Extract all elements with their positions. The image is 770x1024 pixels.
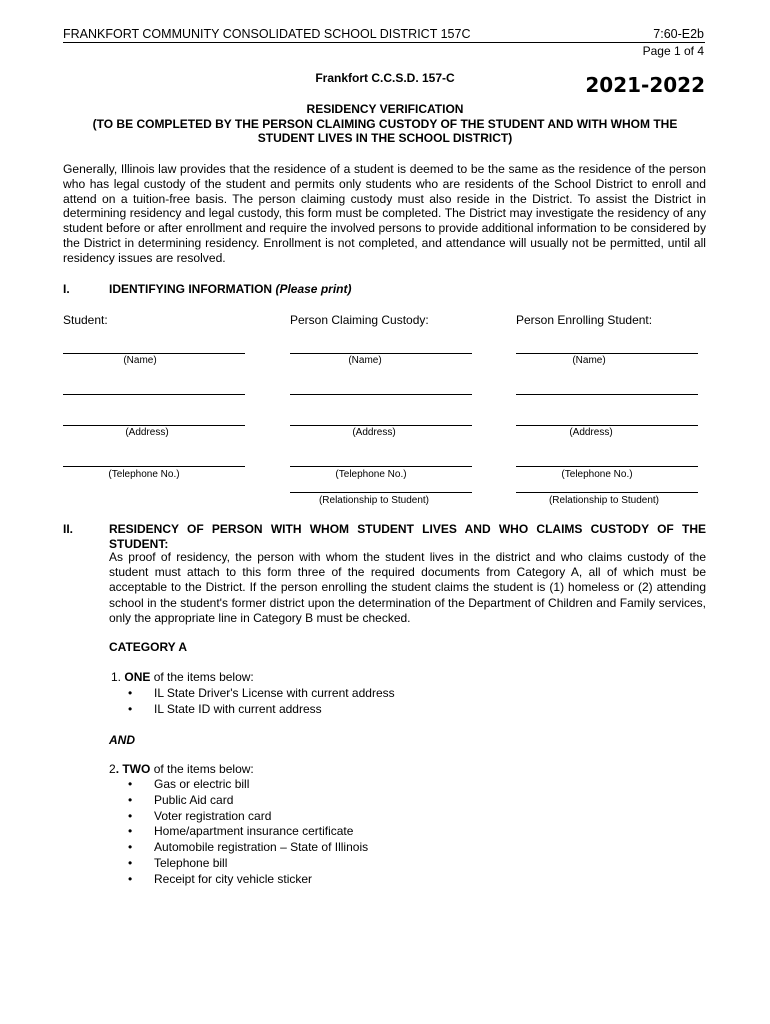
enrolling-address-field-2[interactable] xyxy=(516,425,698,426)
form-title-line: STUDENT LIVES IN THE SCHOOL DISTRICT) xyxy=(257,131,513,145)
header-rule xyxy=(63,42,705,43)
student-address-field-2[interactable] xyxy=(63,425,245,426)
student-telephone-field[interactable] xyxy=(63,466,245,467)
section-1-title-note: (Please print) xyxy=(275,282,352,296)
relationship-caption: (Relationship to Student) xyxy=(318,495,430,506)
page-number: Page 1 of 4 xyxy=(642,44,704,58)
policy-code: 7:60-E2b xyxy=(653,27,704,41)
section-2-body: As proof of residency, the person with whom the student lives in the district and who claims custody of the student must attach to this form three of the required documents from Category A, all of which must be acceptable to the District. If the person enrolling the student claims the student is (1) homeless or (2) attending school in the student's former district upon the determination of the Department of Children and Family services, only the appropriate line in Category B must be checked. xyxy=(109,550,706,625)
enrolling-name-field[interactable] xyxy=(516,353,698,354)
list-item: • Public Aid card xyxy=(128,792,234,807)
district-short-name: Frankfort C.C.S.D. 157-C xyxy=(315,71,455,85)
section-2-title-line: STUDENT: xyxy=(109,536,169,551)
name-caption: (Name) xyxy=(572,355,606,366)
name-caption: (Name) xyxy=(123,355,157,366)
form-title xyxy=(60,102,710,146)
category-a-heading: CATEGORY A xyxy=(109,640,188,654)
name-caption: (Name) xyxy=(348,355,382,366)
address-caption: (Address) xyxy=(569,427,613,438)
item-2-text: of the items below: xyxy=(150,762,254,776)
item-1-text: of the items below: xyxy=(150,670,254,684)
item-1-heading xyxy=(111,670,254,684)
item-2-heading xyxy=(109,762,254,776)
custody-address-field-2[interactable] xyxy=(290,425,472,426)
item-2-list xyxy=(128,777,368,888)
custody-name-field[interactable] xyxy=(290,353,472,354)
form-title-line: RESIDENCY VERIFICATION xyxy=(306,102,464,116)
custody-address-field-1[interactable] xyxy=(290,394,472,395)
list-item: • IL State ID with current address xyxy=(128,701,322,716)
district-header: FRANKFORT COMMUNITY CONSOLIDATED SCHOOL DISTRICT 157C xyxy=(63,27,471,41)
custody-relationship-field[interactable] xyxy=(290,492,472,493)
custody-telephone-field[interactable] xyxy=(290,466,472,467)
address-caption: (Address) xyxy=(352,427,396,438)
item-2-number: 2 xyxy=(109,762,116,776)
student-name-field[interactable] xyxy=(63,353,245,354)
enrolling-relationship-field[interactable] xyxy=(516,492,698,493)
student-address-field-1[interactable] xyxy=(63,394,245,395)
enrolling-address-field-1[interactable] xyxy=(516,394,698,395)
telephone-caption: (Telephone No.) xyxy=(335,469,407,480)
section-2-number: II. xyxy=(63,522,74,536)
list-item: • Home/apartment insurance certificate xyxy=(128,824,354,839)
section-1-title xyxy=(109,282,351,296)
section-2-title xyxy=(109,522,706,551)
telephone-caption: (Telephone No.) xyxy=(108,469,180,480)
section-1-title-text: IDENTIFYING INFORMATION xyxy=(109,282,273,296)
address-caption: (Address) xyxy=(125,427,169,438)
list-item: • Gas or electric bill xyxy=(128,777,250,791)
form-title-line: (TO BE COMPLETED BY THE PERSON CLAIMING CUSTODY OF THE STUDENT AND WITH WHOM THE xyxy=(92,116,678,131)
item-1-list xyxy=(128,686,395,718)
school-year: 2021-2022 xyxy=(585,73,705,97)
enrolling-column-label: Person Enrolling Student: xyxy=(516,313,653,327)
item-1-number: 1. xyxy=(111,670,122,684)
telephone-caption: (Telephone No.) xyxy=(561,469,633,480)
list-item: • Automobile registration – State of Illinois xyxy=(128,840,369,855)
student-column-label: Student: xyxy=(63,313,108,327)
list-item: • Receipt for city vehicle sticker xyxy=(128,871,313,886)
list-item: • Voter registration card xyxy=(128,808,272,823)
enrolling-telephone-field[interactable] xyxy=(516,466,698,467)
relationship-caption: (Relationship to Student) xyxy=(548,495,660,506)
section-2-title-line: RESIDENCY OF PERSON WITH WHOM STUDENT LIVES AND WHO CLAIMS CUSTODY OF THE xyxy=(109,522,706,536)
custody-column-label: Person Claiming Custody: xyxy=(290,313,429,327)
section-1-number: I. xyxy=(63,282,70,296)
list-item: • Telephone bill xyxy=(128,855,228,870)
intro-paragraph: Generally, Illinois law provides that the residence of a student is deemed to be the same as the residence of the person who has legal custody of the student and permits only students who are residents of the School District to enroll and attend on a tuition-free basis. The person claiming custody must also reside in the District. To assist the District in determining residency and legal custody, this form must be completed. The District may investigate the residency of any student before or after enrollment and require the involved persons to provide additional information to be considered by the District in determining residency. Enrollment is not completed, and attendance will usually not be permitted, until all residency issues are resolved. xyxy=(63,162,706,265)
item-1-count: ONE xyxy=(124,670,151,684)
item-2-count: . TWO xyxy=(115,762,151,776)
list-item: • IL State Driver's License with current address xyxy=(128,686,395,700)
and-connector: AND xyxy=(109,733,135,747)
